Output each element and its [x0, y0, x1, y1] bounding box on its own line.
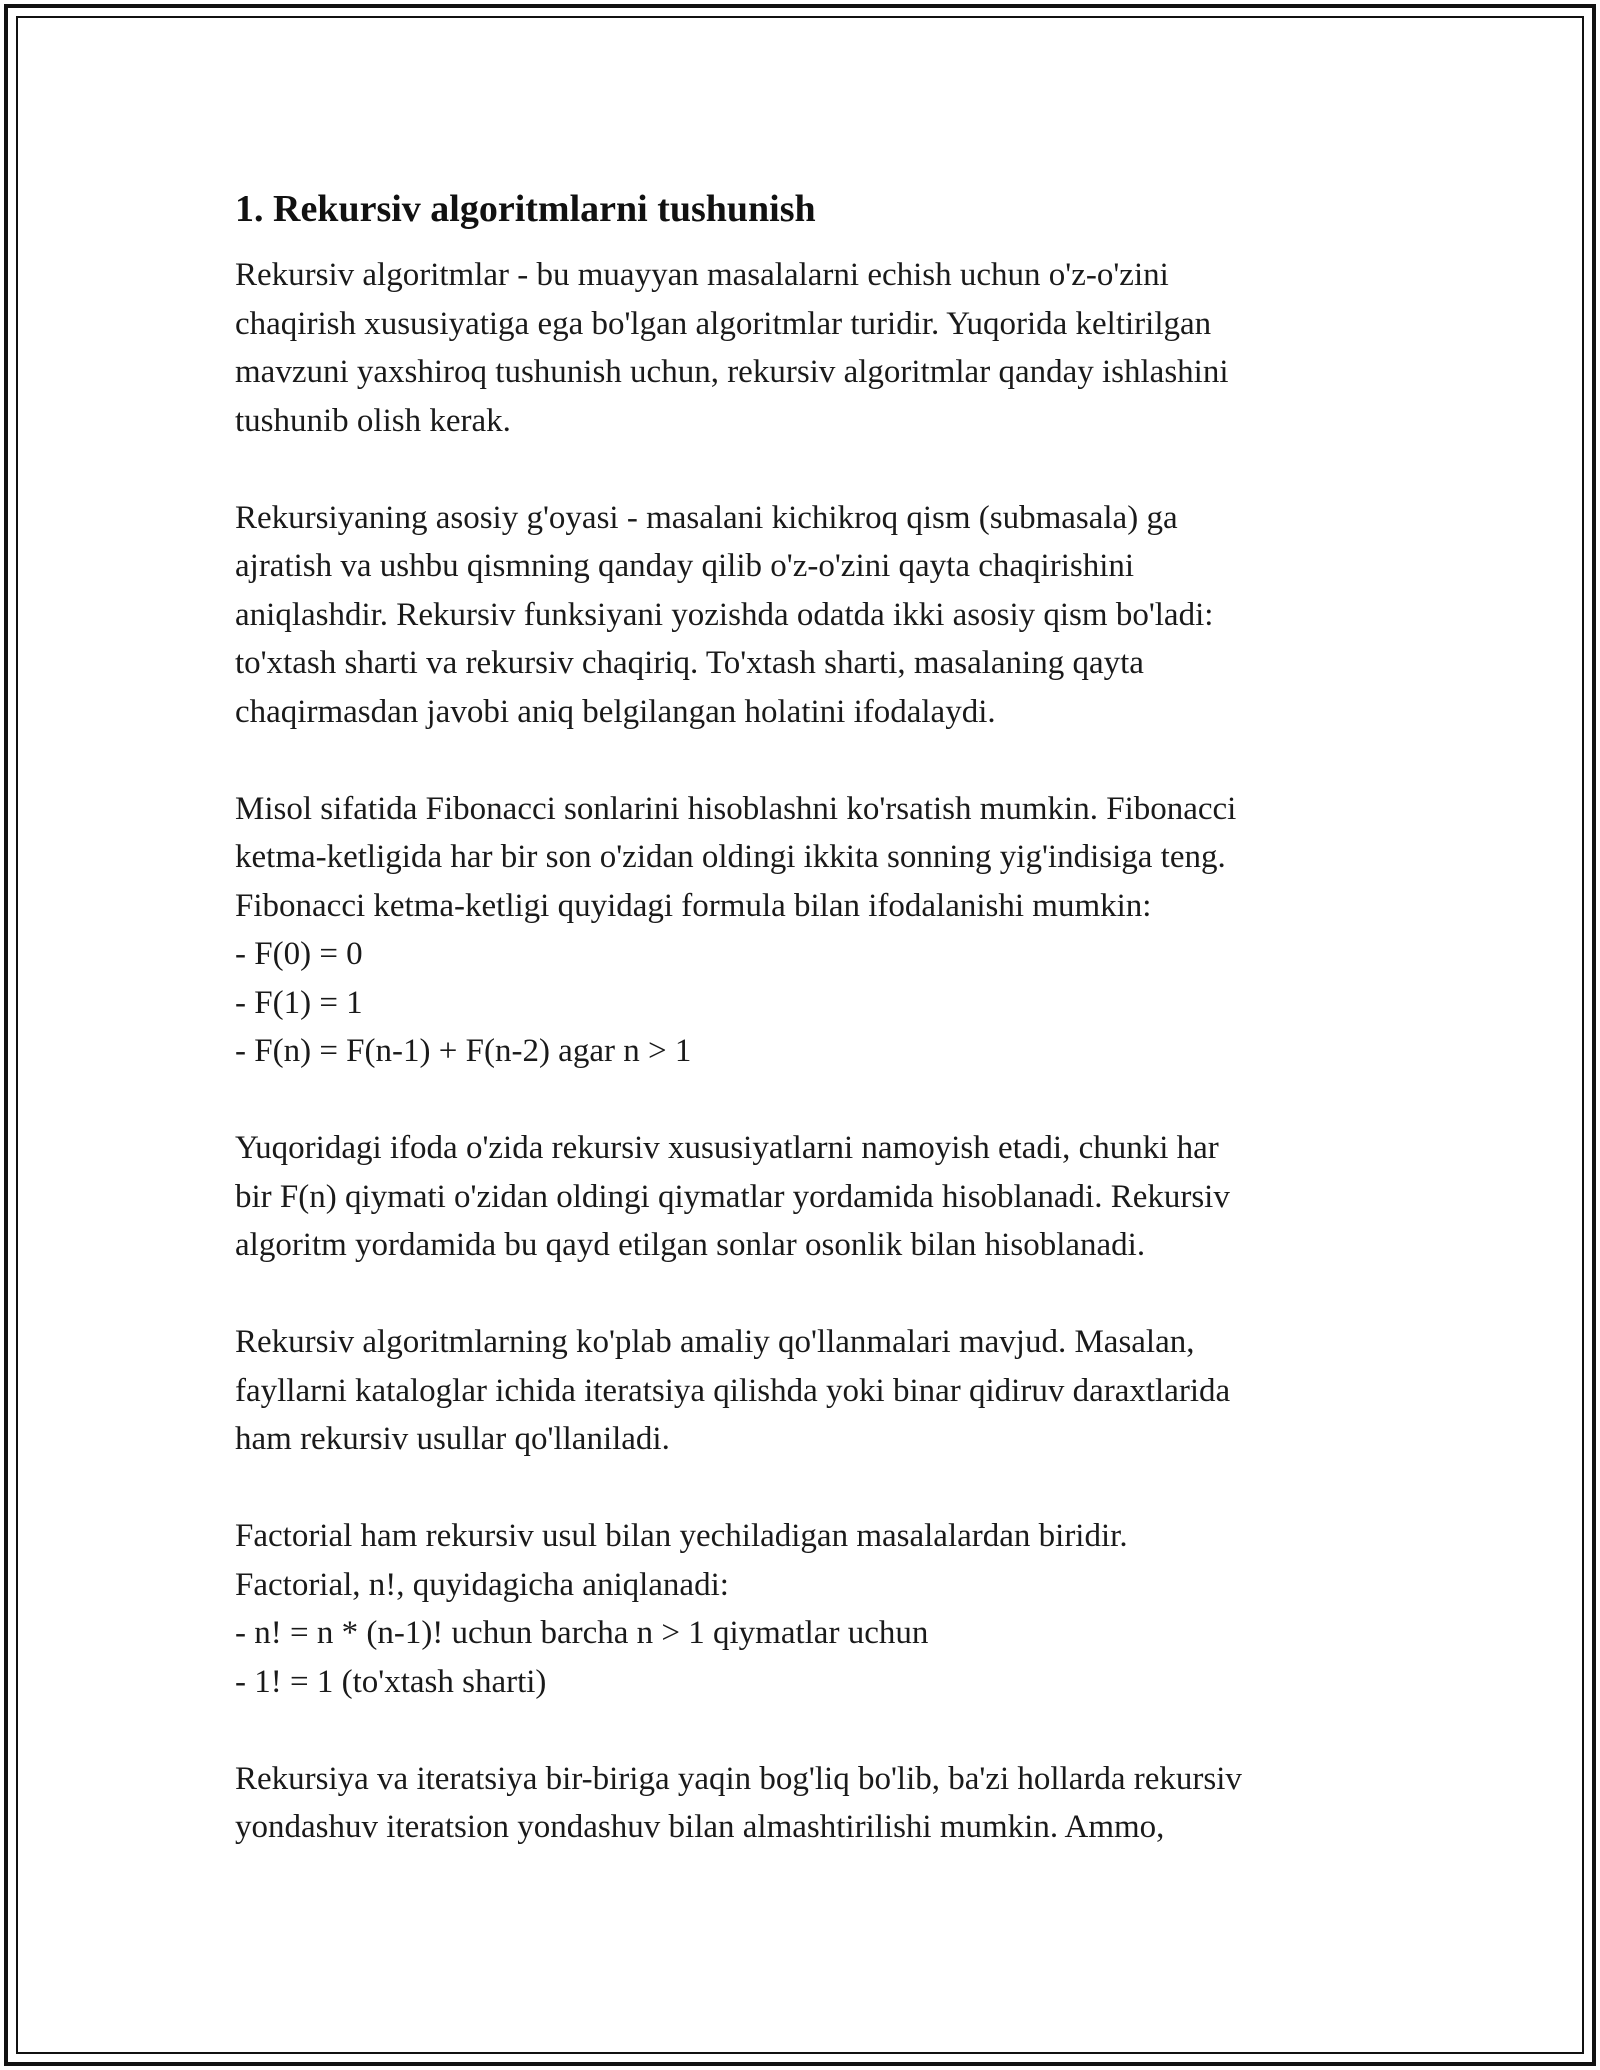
formula-line: - F(1) = 1	[235, 984, 363, 1021]
paragraph-line: mavzuni yaxshiroq tushunish uchun, rekursiv algoritmlar qanday ishlashini	[235, 354, 1229, 390]
paragraph	[235, 494, 1385, 737]
paragraph-line: fayllarni kataloglar ichida iteratsiya qilishda yoki binar qidiruv daraxtlarida	[235, 1372, 1231, 1409]
paragraph-line: Yuqoridagi ifoda o'zida rekursiv xususiyatlarni namoyish etadi, chunki har	[235, 1130, 1219, 1166]
paragraph-line: Factorial, n!, quyidagicha aniqlanadi:	[235, 1566, 729, 1603]
paragraph	[235, 1512, 1385, 1706]
paragraph-line: tushunib olish kerak.	[235, 402, 511, 439]
paragraph-line: aniqlashdir. Rekursiv funksiyani yozishda odatda ikki asosiy qism bo'ladi:	[235, 596, 1214, 633]
paragraph-line: bir F(n) qiymati o'zidan oldingi qiymatlar yordamida hisoblanadi. Rekursiv	[235, 1178, 1230, 1215]
paragraph-line: chaqirmasdan javobi aniq belgilangan holatini ifodalaydi.	[235, 693, 996, 730]
document-body	[235, 185, 1385, 1900]
paragraph-line: ketma-ketligida har bir son o'zidan oldingi ikkita sonning yig'indisiga teng.	[235, 839, 1226, 875]
paragraph-line: yondashuv iteratsion yondashuv bilan almashtirilishi mumkin. Ammo,	[235, 1809, 1165, 1845]
paragraph-line: ajratish va ushbu qismning qanday qilib o'z-o'zini qayta chaqirishini	[235, 548, 1135, 584]
paragraph-line: Fibonacci ketma-ketligi quyidagi formula bilan ifodalanishi mumkin:	[235, 887, 1152, 924]
paragraph	[235, 785, 1385, 1076]
paragraph-line: to'xtash sharti va rekursiv chaqiriq. To'xtash sharti, masalaning qayta	[235, 645, 1144, 681]
paragraph-line: Rekursiya va iteratsiya bir-biriga yaqin bog'liq bo'lib, ba'zi hollarda rekursiv	[235, 1760, 1242, 1797]
paragraph-line: chaqirish xususiyatiga ega bo'lgan algoritmlar turidir. Yuqorida keltirilgan	[235, 305, 1212, 342]
paragraph-line: ham rekursiv usullar qo'llaniladi.	[235, 1421, 670, 1457]
paragraph-line: algoritm yordamida bu qayd etilgan sonlar osonlik bilan hisoblanadi.	[235, 1227, 1146, 1263]
paragraph-line: Rekursiyaning asosiy g'oyasi - masalani kichikroq qism (submasala) ga	[235, 499, 1178, 536]
paragraph-line: Misol sifatida Fibonacci sonlarini hisoblashni ko'rsatish mumkin. Fibonacci	[235, 790, 1237, 827]
paragraph	[235, 1318, 1385, 1464]
section-heading: 1. Rekursiv algoritmlarni tushunish	[235, 188, 816, 230]
paragraph	[235, 1124, 1385, 1270]
formula-line: - 1! = 1 (to'xtash sharti)	[235, 1663, 547, 1700]
paragraph-line: Rekursiv algoritmlarning ko'plab amaliy qo'llanmalari mavjud. Masalan,	[235, 1324, 1195, 1360]
paragraph	[235, 1755, 1385, 1852]
paragraph	[235, 251, 1385, 445]
paragraph-line: Rekursiv algoritmlar - bu muayyan masalalarni echish uchun o'z-o'zini	[235, 257, 1169, 293]
formula-line: - n! = n * (n-1)! uchun barcha n > 1 qiymatlar uchun	[235, 1615, 929, 1651]
paragraph-line: Factorial ham rekursiv usul bilan yechiladigan masalalardan biridir.	[235, 1518, 1128, 1554]
formula-line: - F(n) = F(n-1) + F(n-2) agar n > 1	[235, 1033, 692, 1069]
formula-line: - F(0) = 0	[235, 936, 363, 972]
